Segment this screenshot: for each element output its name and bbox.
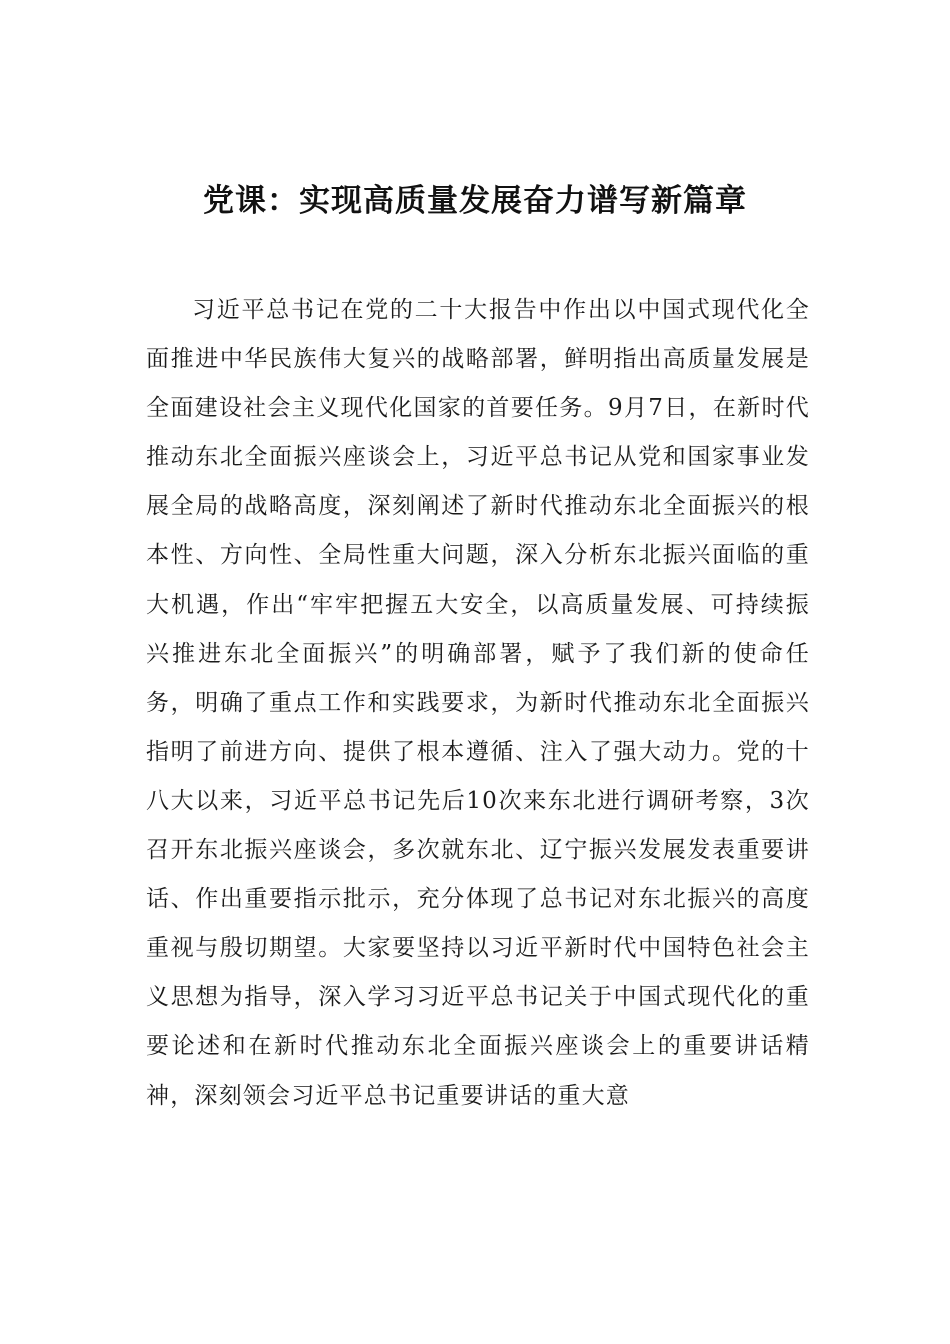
body-paragraph: 习近平总书记在党的二十大报告中作出以中国式现代化全面推进中华民族伟大复兴的战略部署，鲜明指出高质量发展是全面建设社会主义现代化国家的首要任务。9月7日，在新时代推动东北全面振兴座谈会上，习近平总书记从党和国家事业发展全局的战略高度，深刻阐述了新时代推动东北全面振兴的根本性、方向性、全局性重大问题，深入分析东北振兴面临的重大机遇，作出“牢牢把握五大安全，以高质量发展、可持续振兴推进东北全面振兴”的明确部署，赋予了我们新的使命任务，明确了重点工作和实践要求，为新时代推动东北全面振兴指明了前进方向、提供了根本遵循、注入了强大动力。党的十八大以来，习近平总书记先后10次来东北进行调研考察，3次召开东北振兴座谈会，多次就东北、辽宁振兴发展发表重要讲话、作出重要指示批示，充分体现了总书记对东北振兴的高度重视与殷切期望。大家要坚持以习近平新时代中国特色社会主义思想为指导，深入学习习近平总书记关于中国式现代化的重要论述和在新时代推动东北全面振兴座谈会上的重要讲话精神，深刻领会习近平总书记重要讲话的重大意 bbox=[146, 297, 810, 1109]
document-title: 党课：实现高质量发展奋力谱写新篇章 bbox=[203, 182, 747, 219]
